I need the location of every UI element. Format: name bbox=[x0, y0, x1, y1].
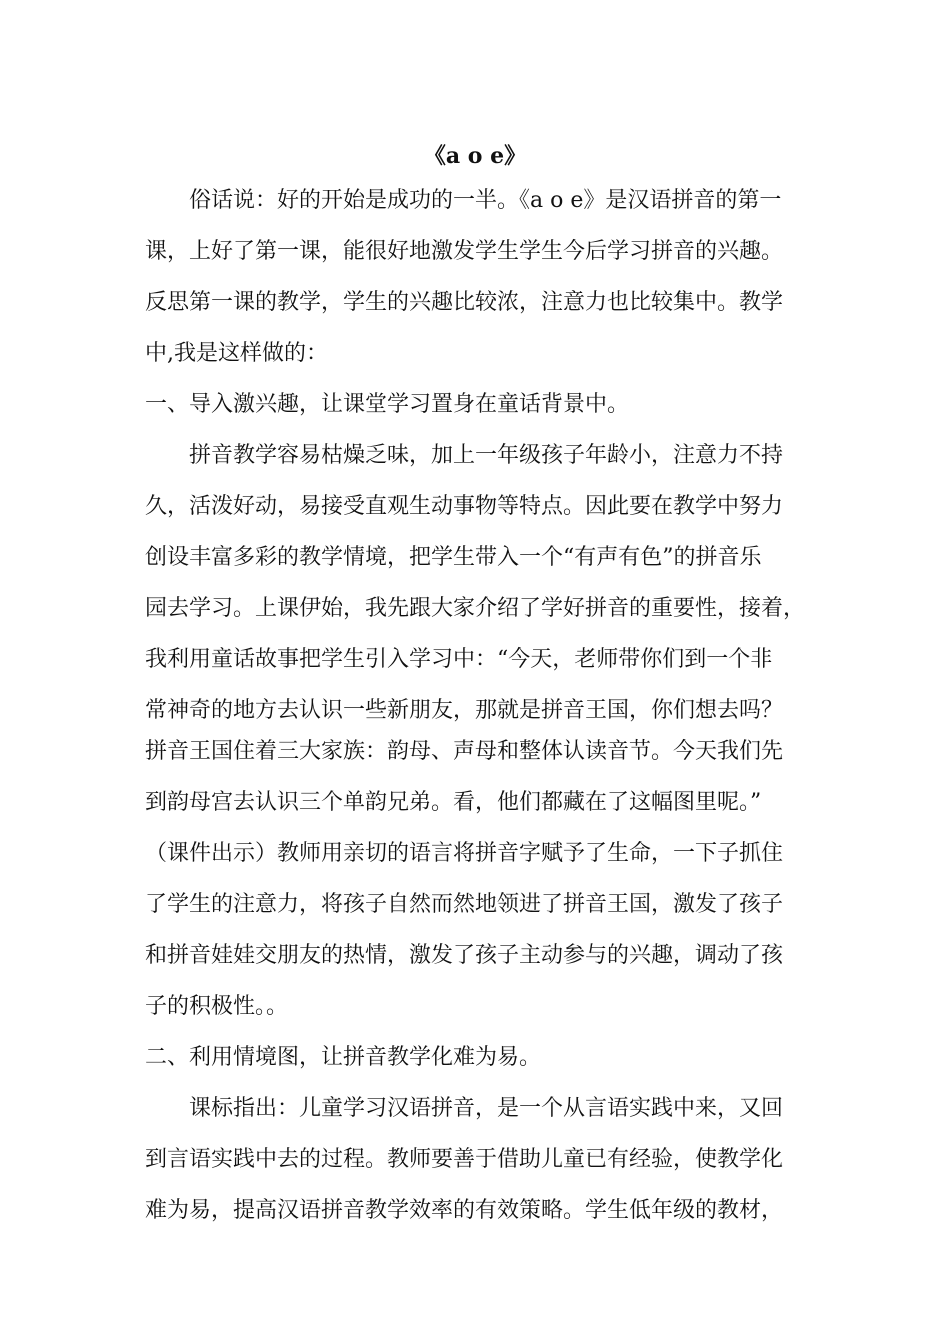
text-line: 拼音教学容易枯燥乏味，加上一年级孩子年龄小，注意力不持 bbox=[189, 443, 784, 468]
text-line: 俗话说：好的开始是成功的一半。《a o e》是汉语拼音的第一 bbox=[189, 188, 782, 213]
text-line: 创设丰富多彩的教学情境，把学生带入一个“有声有色”的拼音乐 bbox=[145, 545, 762, 570]
text-line: 了学生的注意力，将孩子自然而然地领进了拼音王国，激发了孩子 bbox=[145, 892, 784, 917]
text-line: 中,我是这样做的： bbox=[145, 341, 328, 366]
text-line: 我利用童话故事把学生引入学习中：“今天，老师带你们到一个非 bbox=[145, 647, 773, 672]
text-line: 课标指出：儿童学习汉语拼音，是一个从言语实践中来，又回 bbox=[189, 1096, 784, 1121]
text-line: 久，活泼好动，易接受直观生动事物等特点。因此要在教学中努力 bbox=[145, 494, 784, 519]
text-line: 拼音王国住着三大家族：韵母、声母和整体认读音节。今天我们先 bbox=[145, 739, 784, 764]
text-line: 和拼音娃娃交朋友的热情，激发了孩子主动参与的兴趣，调动了孩 bbox=[145, 943, 784, 968]
text-line: 到韵母宫去认识三个单韵兄弟。看，他们都藏在了这幅图里呢。” bbox=[145, 790, 762, 815]
text-line: 子的积极性。。 bbox=[145, 994, 289, 1019]
text-line: 反思第一课的教学，学生的兴趣比较浓，注意力也比较集中。教学 bbox=[145, 290, 784, 315]
text-line: （课件出示）教师用亲切的语言将拼音字赋予了生命，一下子抓住 bbox=[145, 841, 784, 866]
text-line: 课，上好了第一课，能很好地激发学生学生今后学习拼音的兴趣。 bbox=[145, 239, 784, 264]
section-heading: 二、利用情境图，让拼音教学化难为易。 bbox=[145, 1045, 542, 1070]
text-line: 园去学习。上课伊始，我先跟大家介绍了学好拼音的重要性，接着， bbox=[145, 596, 806, 621]
text-line: 常神奇的地方去认识一些新朋友，那就是拼音王国，你们想去吗？ bbox=[145, 698, 784, 723]
text-line: 难为易，提高汉语拼音教学效率的有效策略。学生低年级的教材， bbox=[145, 1198, 784, 1223]
document-title: 《a o e》 bbox=[423, 143, 527, 169]
section-heading: 一、导入激兴趣，让课堂学习置身在童话背景中。 bbox=[145, 392, 630, 417]
text-line: 到言语实践中去的过程。教师要善于借助儿童已有经验，使教学化 bbox=[145, 1147, 784, 1172]
